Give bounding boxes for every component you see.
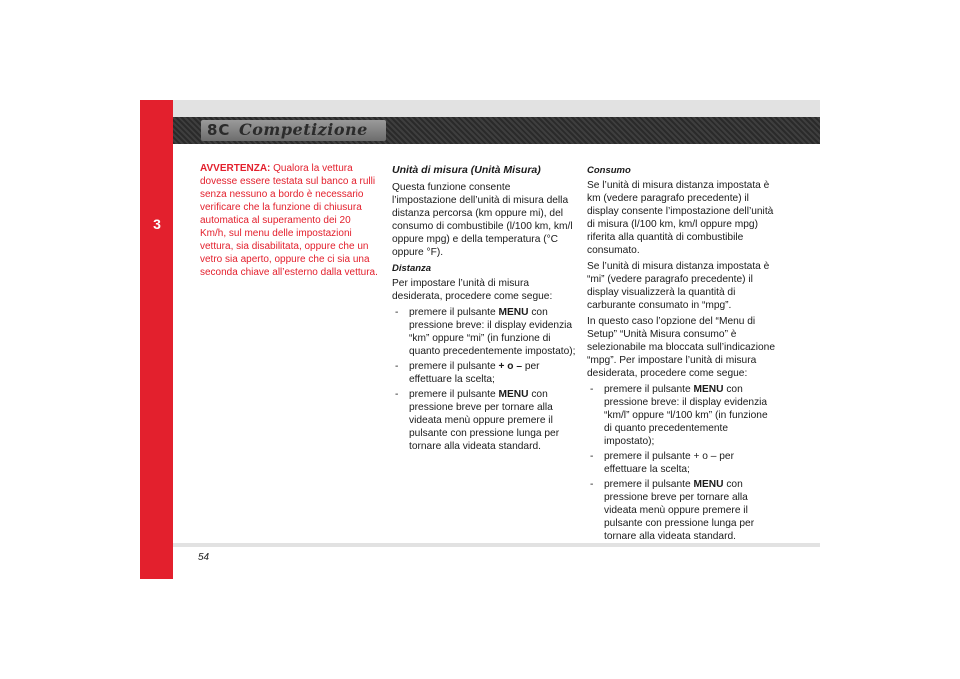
list-item: - premere il pulsante MENU con pressione breve per tornare alla videata menù oppure premere il pulsante con pressione lunga per tornare alla videata standard. (395, 389, 560, 452)
warning-text: Qualora la vettura dovesse essere testata sul banco a rulli senza nessuno a bordo è necessario verificare che la funzione di chiusura automatica al superamento dei 20 Km/h, sul menu delle impostazioni vettura, sia disabilitata, oppure che un vetro sia aperto, oppure che ci sia una seconda chiave all’esterno dalla vettura. (200, 163, 378, 278)
distance-steps (392, 306, 576, 453)
list-item: - premere il pulsante + o – per effettuare la scelta; (395, 361, 540, 385)
consumption-para-2: Se l’unità di misura distanza impostata è “mi” (vedere paragrafo precedente) il display visualizzerà la quantità di carburante consumato in “mpg”. (587, 261, 770, 311)
brand-logo (201, 120, 386, 141)
section-intro: Questa funzione consente l’impostazione dell’unità di misura della distanza percorsa (km oppure mi), del consumo di combustibile (l/100 km, km/l oppure mpg) e della temperatura (°C oppure °F). (392, 182, 573, 258)
list-dash: - (395, 389, 399, 400)
header-banner (173, 117, 820, 144)
list-dash: - (590, 451, 594, 462)
consumption-para-3: In questo caso l’opzione del “Menu di Setup” “Unità Misura consumo” è selezionabile ma bloccata sull’indicazione “mpg”. Per impostare l’unità di misura desiderata, procedere come segue: (587, 316, 776, 379)
consumption-steps (587, 383, 775, 543)
section-title: Unità di misura (Unità Misura) (392, 164, 541, 176)
chapter-number: 3 (153, 216, 161, 232)
list-item: - premere il pulsante MENU con pressione breve: il display evidenzia “km” oppure “mi” (in funzione di quanto precedentemente impostato); (395, 307, 576, 357)
list-dash: - (395, 307, 399, 318)
consumption-subtitle: Consumo (587, 165, 631, 176)
list-item: - premere il pulsante + o – per effettuare la scelta; (590, 451, 734, 475)
list-item: - premere il pulsante MENU con pressione breve per tornare alla videata menù oppure premere il pulsante con pressione lunga per tornare alla videata standard. (590, 479, 755, 542)
units-section (392, 164, 576, 455)
plus-minus-key: + o – (498, 361, 522, 372)
menu-key: MENU (693, 479, 724, 490)
chapter-tab (140, 100, 173, 579)
menu-key: MENU (498, 389, 529, 400)
header-rule (173, 100, 820, 117)
logo-name: Competizione (239, 120, 368, 139)
menu-key: MENU (498, 307, 529, 318)
list-dash: - (590, 384, 594, 395)
list-dash: - (590, 479, 594, 490)
consumption-para-1: Se l’unità di misura distanza impostata è km (vedere paragrafo precedente) il display consente l’impostazione dell’unità di misura (l/100 km, km/l oppure mpg) riferita alla quantità di combustibile consumato. (587, 180, 774, 256)
consumption-section (587, 164, 775, 545)
footer-rule (173, 543, 820, 547)
distance-procedure: Per impostare l’unità di misura desiderata, procedere come segue: (392, 278, 553, 302)
list-item: - premere il pulsante MENU con pressione breve: il display evidenzia “km/l” oppure “l/100 km” (in funzione di quanto precedentemente impostato); (590, 384, 768, 447)
distance-subtitle: Distanza (392, 263, 432, 274)
warning-label: AVVERTENZA: (200, 163, 271, 174)
page-number: 54 (198, 552, 210, 563)
warning-note (200, 162, 378, 282)
logo-model: 8C (207, 121, 231, 139)
list-dash: - (395, 361, 399, 372)
menu-key: MENU (693, 384, 724, 395)
